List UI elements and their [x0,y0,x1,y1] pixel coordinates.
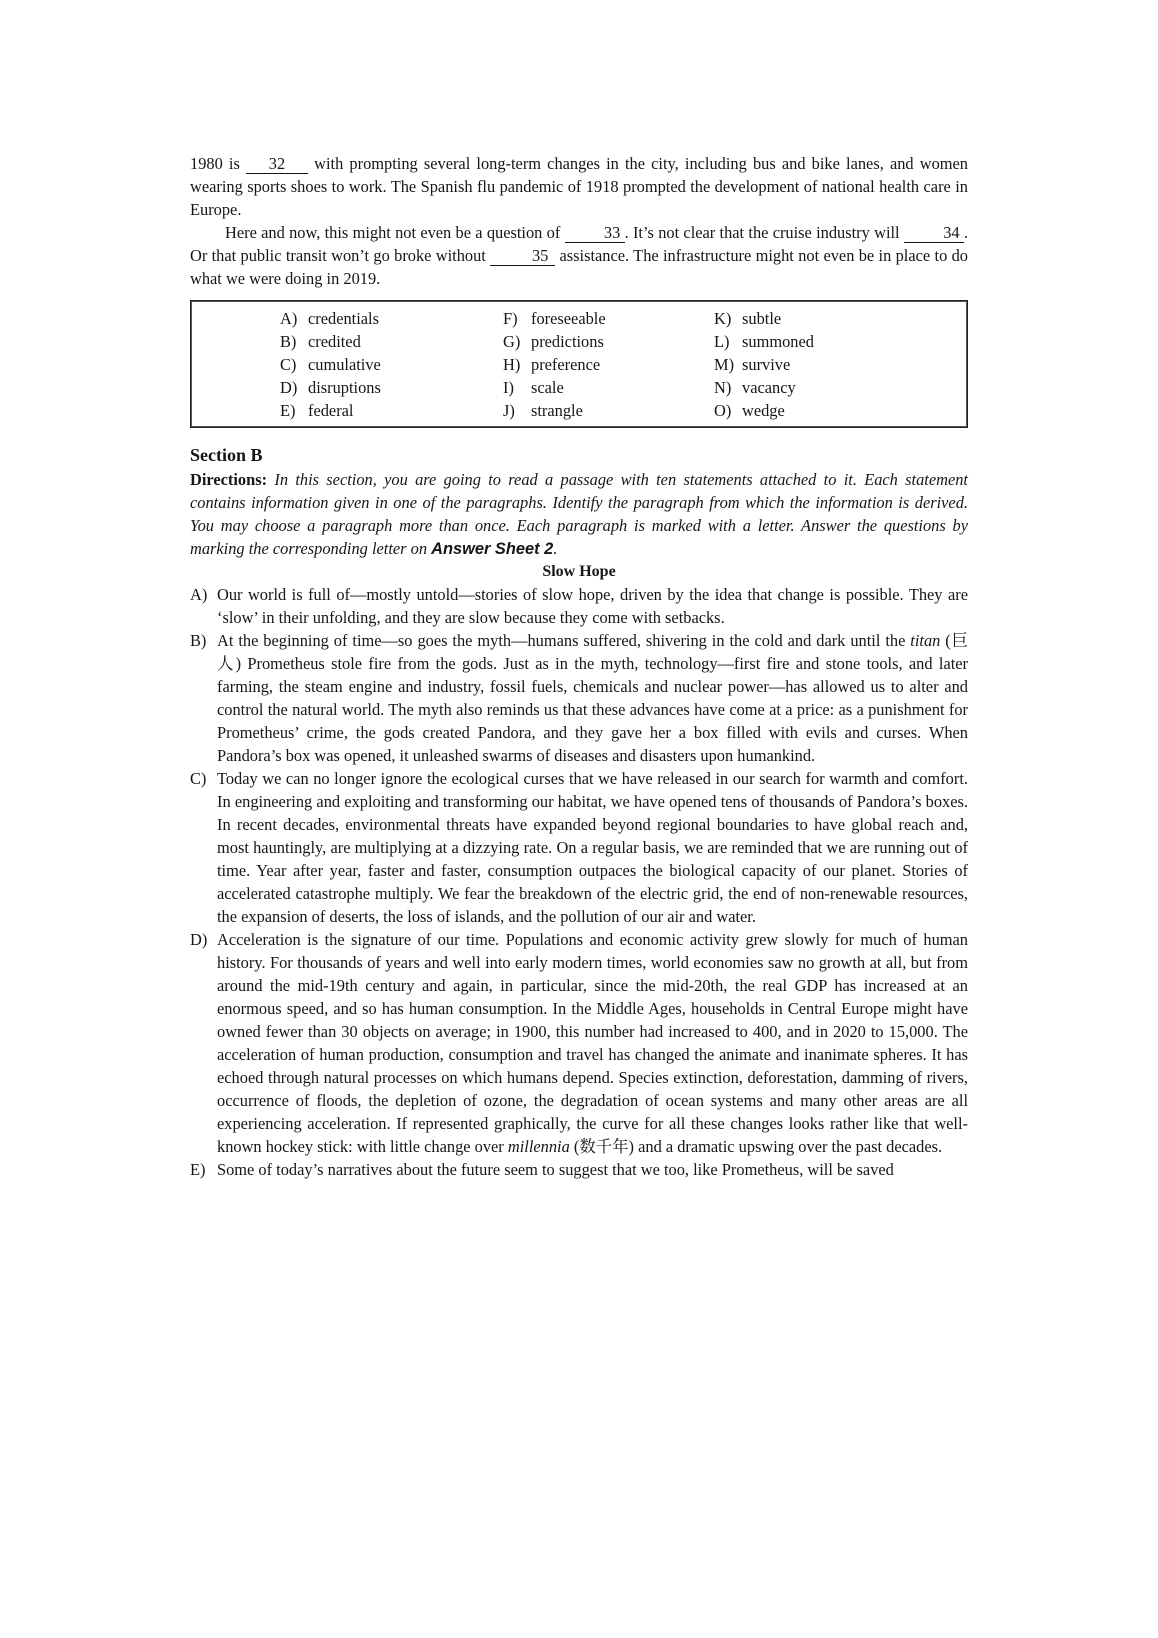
option-letter: F) [503,309,518,328]
word-option [280,399,381,422]
option-word: strangle [531,401,583,420]
option-word: vacancy [742,378,796,397]
directions-text: In this section, you are going to read a passage with ten statements attached to it. Each statement contains information given in one of the paragraphs. Identify the paragraph from which the information is derived. You may choose a paragraph more than once. Each paragraph is marked with a letter. Answer the questions by marking the corresponding letter on [190,470,968,558]
option-letter: N) [714,378,732,397]
word-option [280,307,381,330]
answer-sheet-label: Answer Sheet 2 [431,540,554,558]
text-run: . Or that public transit won’t go broke without [190,223,968,265]
text-run: Here and now, this might not even be a question of [225,223,565,242]
chinese-gloss: (数千年) [569,1137,639,1156]
text-run: . It’s not clear that the cruise industry will [624,223,904,242]
fill-in-paragraph-1 [190,152,968,221]
option-word: summoned [742,332,814,351]
option-word: predictions [531,332,604,351]
paragraph-letter: B) [190,631,207,650]
option-word: subtle [742,309,782,328]
option-word: preference [531,355,601,374]
blank-32: 32 [246,155,308,174]
option-word: credentials [308,309,379,328]
blank-35: 35 [490,247,555,266]
option-letter: O) [714,401,732,420]
word-option [714,353,814,376]
option-word: cumulative [308,355,381,374]
section-b-directions [190,468,968,561]
option-word: credited [308,332,361,351]
option-letter: L) [714,332,730,351]
word-option [714,399,814,422]
option-letter: K) [714,309,732,328]
paragraph-a [190,583,968,629]
word-bank-column-1 [280,307,381,422]
paragraph-letter: D) [190,930,208,949]
word-option [503,353,606,376]
paragraph-letter: C) [190,769,207,788]
word-option [503,330,606,353]
option-letter: J) [503,401,515,420]
option-letter: E) [280,401,296,420]
directions-label: Directions: [190,470,268,489]
paragraph-e [190,1158,968,1181]
option-letter: G) [503,332,521,351]
paragraph-b [190,629,968,767]
option-word: federal [308,401,354,420]
paragraph-text: Prometheus stole fire from the gods. Just as in the myth, technology—first fire and stone tools, and later farming, the steam engine and industry, fossil fuels, chemicals and nuclear power—has allowed us to alter and control the natural world. The myth also reminds us that these advances have come at a price: as a punishment for Prometheus’ crime, the gods created Pandora, and they gave her a box filled with evils and curses. When Pandora’s box was opened, it unleashed swarms of diseases and disasters upon humankind. [217,654,969,765]
blank-34: 34 [904,224,964,243]
word-bank-column-3 [714,307,814,422]
paragraph-text: Today we can no longer ignore the ecological curses that we have released in our search for warmth and comfort. In engineering and exploiting and transforming our habitat, we have opened tens of thousands of Pandora’s boxes. In recent decades, environmental threats have expanded beyond regional boundaries to have global reach and, most hauntingly, are multiplying at a dizzying rate. On a regular basis, we are reminded that we are running out of time. Year after year, faster and faster, consumption outpaces the biological capacity of our planet. Stories of accelerated catastrophe multiply. We fear the breakdown of the electric grid, the end of non-renewable resources, the expansion of deserts, the loss of islands, and the pollution of our air and water. [217,769,968,926]
passage-title: Slow Hope [542,563,616,580]
text-run: assistance. The infrastructure might not even be in place to do what we were doing in 2019. [190,246,968,288]
paragraph-letter: A) [190,585,208,604]
directions-end: . [553,539,558,558]
word-option [503,376,606,399]
option-letter: A) [280,309,298,328]
word-option [280,330,381,353]
option-letter: B) [280,332,297,351]
word-bank-column-2 [503,307,606,422]
option-letter: I) [503,378,514,397]
paragraph-text: Acceleration is the signature of our time. Populations and economic activity grew slowly for much of human history. For thousands of years and well into early modern times, world economies saw no growth at all, but from around the mid-19th century and again, in particular, since the mid-20th, the real GDP has increased at an enormous speed, and so has human consumption. In the Middle Ages, households in Central Europe might have owned fewer than 30 objects on average; in 1900, this number had increased to 400, and in 2020 to 15,000. The acceleration of human production, consumption and travel has changed the animate and inanimate spheres. It has echoed through natural processes on which humans depend. Species extinction, deforestation, damming of rivers, occurrence of floods, the depletion of ozone, the degradation of ocean systems and many other areas are all experiencing acceleration. If represented graphically, the curve for all these changes looks rather like that well-known hockey stick: with little change over [217,930,968,1156]
italic-term: millennia [507,1137,570,1156]
word-option [280,353,381,376]
option-letter: H) [503,355,521,374]
paragraph-text: At the beginning of time—so goes the myth—humans suffered, shivering in the cold and dark until the [217,631,911,650]
option-letter: C) [280,355,297,374]
paragraph-d [190,928,968,1158]
text-run: 1980 is [190,154,246,173]
option-word: scale [531,378,564,397]
italic-term: titan [910,631,941,650]
word-option [714,307,814,330]
paragraph-text: Our world is full of—mostly untold—stories of slow hope, driven by the idea that change is possible. They are ‘slow’ in their unfolding, and they are slow because they come with setbacks. [217,585,968,627]
page-content [190,152,968,1181]
paragraph-c [190,767,968,928]
option-word: survive [742,355,791,374]
paragraph-text: Some of today’s narratives about the future seem to suggest that we too, like Prometheus, will be saved [217,1160,894,1179]
paragraph-letter: E) [190,1160,206,1179]
paragraph-text: and a dramatic upswing over the past decades. [638,1137,943,1156]
word-option [503,399,606,422]
word-option [714,330,814,353]
word-option [503,307,606,330]
blank-33: 33 [565,224,625,243]
chinese-gloss: (巨人) [217,631,969,673]
option-letter: D) [280,378,298,397]
word-option [714,376,814,399]
option-word: foreseeable [531,309,606,328]
text-run: with prompting several long-term changes in the city, including bus and bike lanes, and women wearing sports shoes to work. The Spanish flu pandemic of 1918 prompted the development of national health care in Europe. [190,154,968,219]
word-option [280,376,381,399]
word-bank [190,300,968,428]
fill-in-paragraph-2 [190,221,968,290]
section-b-title: Section B [190,445,263,465]
option-word: disruptions [308,378,381,397]
option-letter: M) [714,355,735,374]
option-word: wedge [742,401,785,420]
